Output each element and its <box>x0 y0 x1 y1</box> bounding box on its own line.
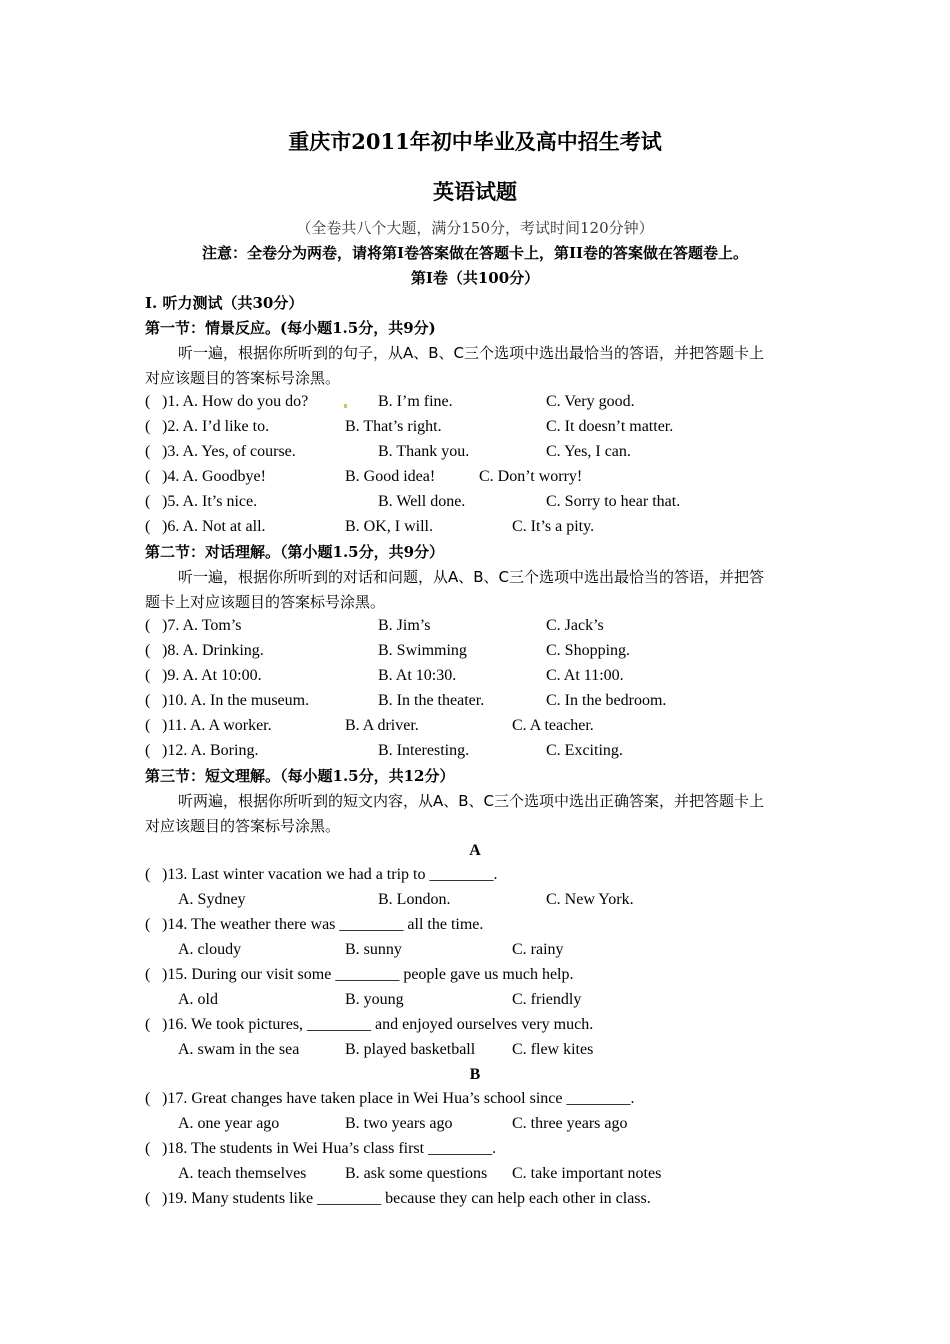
question-option-c: C. Sorry to hear that. <box>546 493 681 510</box>
question-option-a: )9. A. At 10:00. <box>162 667 262 684</box>
answer-paren[interactable]: ( <box>145 468 151 485</box>
question-option-b: B. Thank you. <box>378 443 470 460</box>
question-option-c: C. Exciting. <box>546 742 623 759</box>
passage-b-label: B <box>469 1066 481 1083</box>
answer-paren[interactable]: ( <box>145 742 151 759</box>
question-option-c: C. It doesn’t matter. <box>546 418 674 435</box>
part1-heading: I. 听力测试（共30分） <box>145 294 304 312</box>
question-option-a: A. Sydney <box>178 891 246 908</box>
section2-instruction-line1: 听一遍，根据你所听到的对话和问题，从A、B、C三个选项中选出最恰当的答语，并把答 <box>178 568 765 586</box>
answer-paren[interactable]: ( <box>145 717 151 734</box>
question-option-a: )8. A. Drinking. <box>162 642 264 659</box>
question-option-b: B. OK, I will. <box>345 518 433 535</box>
question-option-a: )11. A. A worker. <box>162 717 272 734</box>
question-option-b: B. Well done. <box>378 493 466 510</box>
question-option-c: C. flew kites <box>512 1041 594 1058</box>
question-option-a: )4. A. Goodbye! <box>162 468 266 485</box>
question-stem: )18. The students in Wei Hua’s class first ________. <box>162 1140 497 1157</box>
answer-paren[interactable]: ( <box>145 966 151 983</box>
question-option-a: )1. A. How do you do? <box>162 393 309 410</box>
passage-a-label: A <box>469 842 481 859</box>
question-option-c: C. rainy <box>512 941 564 958</box>
question-option-b: B. sunny <box>345 941 402 958</box>
question-option-b: B. played basketball <box>345 1041 476 1058</box>
question-option-b: B. Jim’s <box>378 617 431 634</box>
question-stem: )19. Many students like ________ because they can help each other in class. <box>162 1190 651 1207</box>
question-stem: )17. Great changes have taken place in Wei Hua’s school since ________. <box>162 1090 635 1107</box>
question-option-b: B. I’m fine. <box>378 393 453 410</box>
exam-title: 重庆市2011年初中毕业及高中招生考试 <box>288 129 662 154</box>
exam-info: （全卷共八个大题，满分150分，考试时间120分钟） <box>296 219 654 237</box>
answer-paren[interactable]: ( <box>145 1090 151 1107</box>
question-option-a: )12. A. Boring. <box>162 742 259 759</box>
answer-paren[interactable]: ( <box>145 1140 151 1157</box>
question-option-b: B. London. <box>378 891 451 908</box>
question-option-c: C. three years ago <box>512 1115 628 1132</box>
section1-heading: 第一节：情景反应。(每小题1.5分，共9分) <box>145 319 436 337</box>
section2-instruction-line2: 题卡上对应该题目的答案标号涂黑。 <box>145 593 386 611</box>
question-stem: )16. We took pictures, ________ and enjoyed ourselves very much. <box>162 1016 594 1033</box>
answer-paren[interactable]: ( <box>145 518 151 535</box>
question-option-a: A. old <box>178 991 218 1008</box>
question-option-c: C. Very good. <box>546 393 635 410</box>
answer-paren[interactable]: ( <box>145 866 151 883</box>
question-option-a: )10. A. In the museum. <box>162 692 310 709</box>
ink-dot-mark <box>344 404 347 408</box>
question-option-a: )7. A. Tom’s <box>162 617 242 634</box>
question-option-c: C. In the bedroom. <box>546 692 667 709</box>
question-option-b: B. Swimming <box>378 642 467 659</box>
question-option-a: )6. A. Not at all. <box>162 518 266 535</box>
question-option-c: C. take important notes <box>512 1165 662 1182</box>
answer-paren[interactable]: ( <box>145 1016 151 1033</box>
question-stem: )15. During our visit some ________ people gave us much help. <box>162 966 574 983</box>
question-option-c: C. It’s a pity. <box>512 518 595 535</box>
question-stem: )13. Last winter vacation we had a trip to ________. <box>162 866 498 883</box>
question-option-b: B. A driver. <box>345 717 419 734</box>
answer-paren[interactable]: ( <box>145 692 151 709</box>
question-option-c: C. Don’t worry! <box>479 468 583 485</box>
section1-instruction-line2: 对应该题目的答案标号涂黑。 <box>145 369 341 387</box>
question-option-c: C. friendly <box>512 991 582 1008</box>
section2-heading: 第二节：对话理解。（第小题1.5分，共9分） <box>145 543 445 561</box>
question-option-c: C. New York. <box>546 891 634 908</box>
section3-heading: 第三节：短文理解。（每小题1.5分，共12分） <box>145 767 455 785</box>
answer-paren[interactable]: ( <box>145 1190 151 1207</box>
question-stem: )14. The weather there was ________ all the time. <box>162 916 484 933</box>
question-option-a: A. swam in the sea <box>178 1041 300 1058</box>
answer-paren[interactable]: ( <box>145 443 151 460</box>
question-option-b: B. At 10:30. <box>378 667 457 684</box>
answer-paren[interactable]: ( <box>145 418 151 435</box>
answer-paren[interactable]: ( <box>145 617 151 634</box>
question-option-b: B. ask some questions <box>345 1165 488 1182</box>
question-option-b: B. two years ago <box>345 1115 453 1132</box>
subject-title: 英语试题 <box>433 179 517 204</box>
question-option-a: )3. A. Yes, of course. <box>162 443 296 460</box>
question-option-a: A. teach themselves <box>178 1165 307 1182</box>
question-option-b: B. young <box>345 991 404 1008</box>
section3-instruction-line2: 对应该题目的答案标号涂黑。 <box>145 817 341 835</box>
question-option-a: )2. A. I’d like to. <box>162 418 270 435</box>
question-option-b: B. Interesting. <box>378 742 470 759</box>
question-option-c: C. A teacher. <box>512 717 594 734</box>
answer-paren[interactable]: ( <box>145 642 151 659</box>
exam-notice: 注意：全卷分为两卷，请将第I卷答案做在答题卡上，第II卷的答案做在答题卷上。 <box>201 244 749 262</box>
section1-instruction-line1: 听一遍，根据你所听到的句子，从A、B、C三个选项中选出最恰当的答语，并把答题卡上 <box>178 344 765 362</box>
question-option-c: C. At 11:00. <box>546 667 624 684</box>
question-option-b: B. Good idea! <box>345 468 436 485</box>
answer-paren[interactable]: ( <box>145 916 151 933</box>
question-option-c: C. Jack’s <box>546 617 604 634</box>
question-option-c: C. Yes, I can. <box>546 443 631 460</box>
question-option-a: A. cloudy <box>178 941 242 958</box>
question-option-a: A. one year ago <box>178 1115 280 1132</box>
volume-heading: 第I卷（共100分） <box>410 269 540 287</box>
question-option-b: B. In the theater. <box>378 692 485 709</box>
answer-paren[interactable]: ( <box>145 493 151 510</box>
answer-paren[interactable]: ( <box>145 393 151 410</box>
question-option-a: )5. A. It’s nice. <box>162 493 258 510</box>
question-option-c: C. Shopping. <box>546 642 631 659</box>
section3-instruction-line1: 听两遍，根据你所听到的短文内容，从A、B、C三个选项中选出正确答案，并把答题卡上 <box>178 792 765 810</box>
question-option-b: B. That’s right. <box>345 418 442 435</box>
answer-paren[interactable]: ( <box>145 667 151 684</box>
